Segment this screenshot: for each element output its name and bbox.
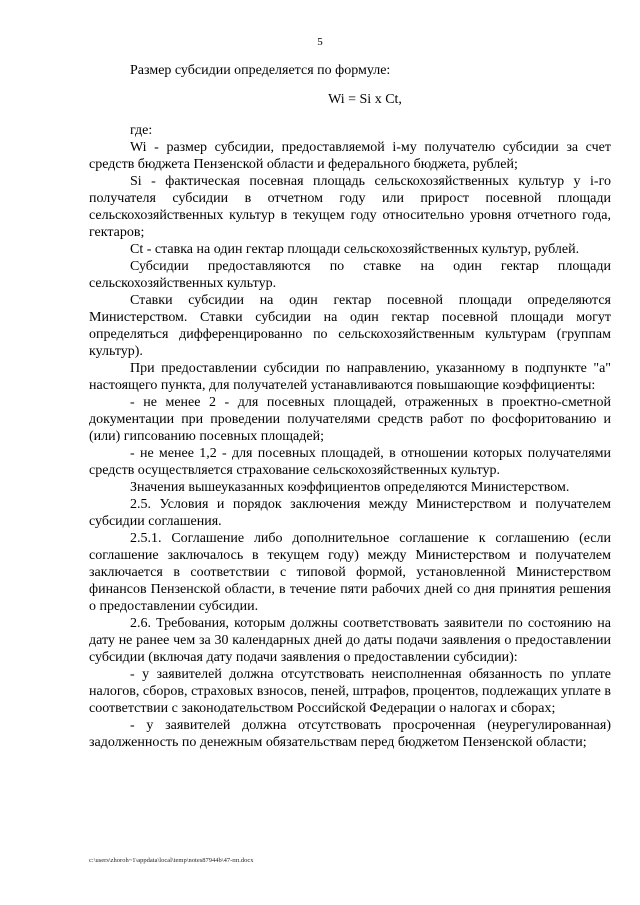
paragraph-coefficients-intro: При предоставлении субсидии по направлению, указанному в подпункте "а" настоящего пункта, для получателей устанавливаются повышающие коэффициенты: bbox=[89, 361, 611, 393]
paragraph-where: где: bbox=[130, 123, 153, 138]
document-body bbox=[89, 62, 611, 751]
paragraph-si-definition: Si - фактическая посевная площадь сельскохозяйственных культур у i-го получателя субсидии в отчетном году или прирост посевной площади сельскохозяйственных культур в текущем году относительно уровня отчетного года, гектаров; bbox=[89, 174, 611, 240]
paragraph-rates-ministry: Ставки субсидии на один гектар посевной площади определяются Министерством. Ставки субсидии на один гектар посевной площади могут определяться дифференцированно по сельскохозяйственным культурам (группам культур). bbox=[89, 293, 611, 359]
paragraph-coefficients-ministry: Значения вышеуказанных коэффициентов определяются Министерством. bbox=[130, 480, 570, 495]
footer-file-path: c:\users\zhoroh~1\appdata\local\temp\notes87944b\47-пп.docx bbox=[89, 857, 254, 864]
paragraph-wi-definition: Wi - размер субсидии, предоставляемой i-му получателю субсидии за счет средств бюджета Пензенской области и федерального бюджета, рублей; bbox=[89, 140, 611, 172]
paragraph-ct-definition: Ct - ставка на один гектар площади сельскохозяйственных культур, рублей. bbox=[130, 242, 580, 257]
paragraph-requirement-taxes: - у заявителей должна отсутствовать неисполненная обязанность по уплате налогов, сборов, страховых взносов, пеней, штрафов, процентов, подлежащих уплате в соответствии с законодательством Российской Федерации о налогах и сборах; bbox=[89, 667, 611, 716]
paragraph-requirement-debt: - у заявителей должна отсутствовать просроченная (неурегулированная) задолженность по денежным обязательствам перед бюджетом Пензенской области; bbox=[89, 718, 611, 750]
paragraph-subsidy-rate: Субсидии предоставляются по ставке на один гектар площади сельскохозяйственных культур. bbox=[89, 259, 611, 291]
formula: Wi = Si x Ct, bbox=[328, 92, 402, 107]
paragraph-section-2-6: 2.6. Требования, которым должны соответствовать заявители по состоянию на дату не ранее чем за 30 календарных дней до даты подачи заявления о предоставлении субсидии (включая дату подачи заявления о предоставлении субсидии): bbox=[89, 616, 611, 665]
paragraph-section-2-5: 2.5. Условия и порядок заключения между Министерством и получателем субсидии соглашения. bbox=[89, 497, 611, 529]
paragraph-coefficient-1-2: - не менее 1,2 - для посевных площадей, в отношении которых получателями средств осуществляется страхование сельскохозяйственных культур. bbox=[89, 446, 611, 478]
paragraph-coefficient-2: - не менее 2 - для посевных площадей, отраженных в проектно-сметной документации при проведении получателями средств работ по фосфоритованию и (или) гипсованию посевных площадей; bbox=[89, 395, 611, 444]
paragraph-section-2-5-1: 2.5.1. Соглашение либо дополнительное соглашение к соглашению (если соглашение заключалось в текущем году) между Министерством и получателем заключается в соответствии с типовой формой, установленной Министерством финансов Пензенской области, в течение пяти рабочих дней со дня принятия решения о предоставлении субсидии. bbox=[89, 531, 611, 614]
paragraph-formula-intro: Размер субсидии определяется по формуле: bbox=[130, 63, 391, 78]
page-number: 5 bbox=[317, 36, 323, 48]
